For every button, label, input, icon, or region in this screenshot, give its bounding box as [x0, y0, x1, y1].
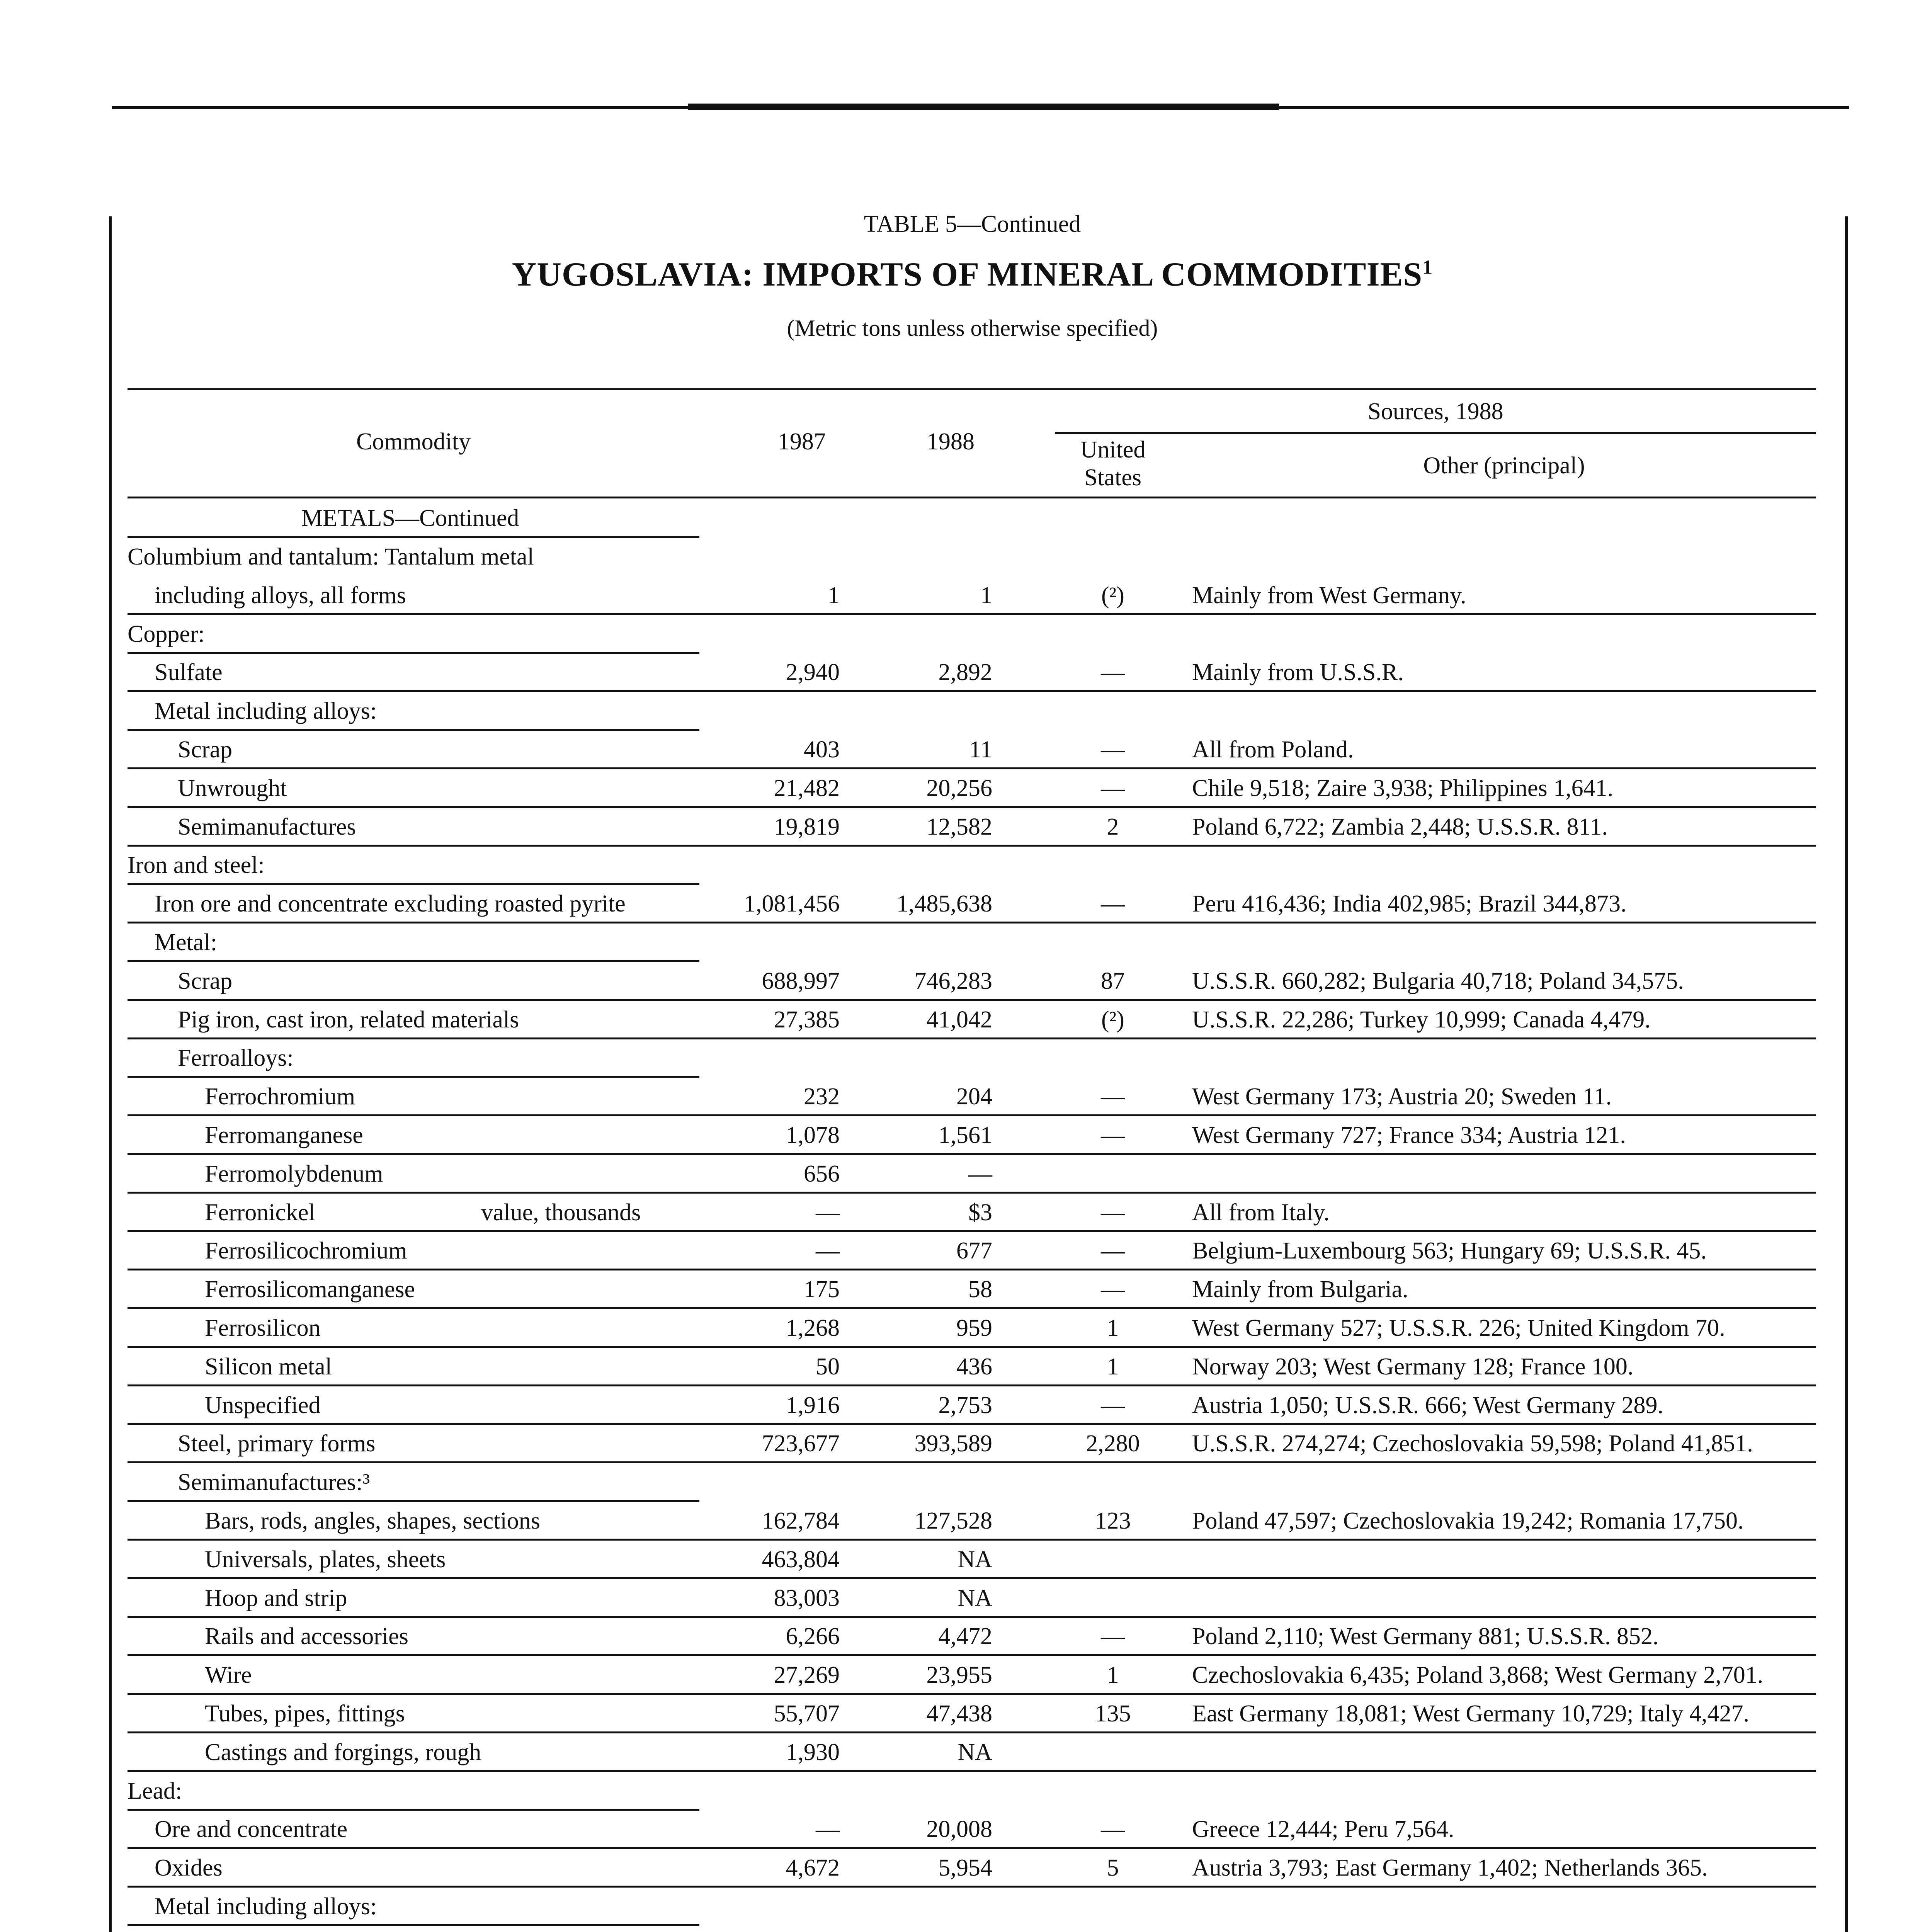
table-row [0, 1656, 1932, 1695]
commodity-cell: Tubes, pipes, fittings [205, 1701, 405, 1727]
value-1987-cell: 1 [828, 582, 840, 609]
value-1988-cell: 47,438 [926, 1701, 992, 1727]
commodity-cell: Lead: [128, 1777, 182, 1804]
table-row [0, 1309, 1932, 1348]
other-sources-cell: West Germany 727; France 334; Austria 121. [1192, 1122, 1626, 1148]
other-sources-cell: West Germany 527; U.S.S.R. 226; United Kingdom 70. [1192, 1315, 1725, 1341]
table-row [0, 1270, 1932, 1309]
value-1987-cell: 55,707 [774, 1701, 840, 1727]
value-1987-cell: 27,385 [774, 1006, 840, 1033]
value-1988-cell: 5,954 [938, 1855, 992, 1881]
table-row [0, 1502, 1932, 1541]
value-1987-cell: 232 [804, 1083, 840, 1110]
value-1987-cell: 403 [804, 736, 840, 763]
table-row [0, 1695, 1932, 1733]
other-sources-cell: Mainly from U.S.S.R. [1192, 659, 1404, 686]
value-1987-cell: — [816, 1199, 840, 1226]
united-states-cell: — [1101, 659, 1125, 686]
commodity-cell: Pig iron, cast iron, related materials [178, 1006, 519, 1033]
other-sources-cell: Czechoslovakia 6,435; Poland 3,868; West Germany 2,701. [1192, 1662, 1764, 1689]
value-1987-cell: 21,482 [774, 775, 840, 801]
value-1987-cell: 83,003 [774, 1585, 840, 1611]
united-states-cell: 87 [1101, 968, 1125, 994]
other-sources-cell: Mainly from West Germany. [1192, 582, 1466, 609]
value-1988-cell: 20,256 [926, 775, 992, 801]
value-1988-cell: NA [957, 1739, 992, 1765]
table-row [0, 1579, 1932, 1618]
table-row [0, 1194, 1932, 1232]
value-1987-cell: 688,997 [762, 968, 840, 994]
table-row [0, 1888, 1932, 1926]
united-states-cell: — [1101, 1238, 1125, 1264]
header-states-line: States [1084, 464, 1142, 491]
value-1987-cell: 1,081,456 [744, 891, 840, 917]
table-number: TABLE 5—Continued [864, 211, 1081, 237]
value-1987-cell: 463,804 [762, 1546, 840, 1573]
value-1987-cell: 1,268 [786, 1315, 840, 1341]
table-row [0, 577, 1932, 615]
value-1987-cell: 1,916 [786, 1392, 840, 1418]
other-sources-cell: East Germany 18,081; West Germany 10,729; Italy 4,427. [1192, 1701, 1749, 1727]
commodity-cell: Semimanufactures [178, 813, 356, 840]
value-1987-cell: 656 [804, 1160, 840, 1187]
commodity-cell: Ferrosilicon [205, 1315, 321, 1341]
other-sources-cell: Norway 203; West Germany 128; France 100. [1192, 1353, 1634, 1380]
table-row [0, 653, 1932, 692]
table-row [0, 1001, 1932, 1039]
value-1988-cell: NA [957, 1585, 992, 1611]
header-sources-1988: Sources, 1988 [1367, 398, 1503, 425]
value-1987-cell: 175 [804, 1276, 840, 1303]
commodity-cell: Universals, plates, sheets [205, 1546, 446, 1573]
table-row [0, 769, 1932, 808]
united-states-cell: 1 [1107, 1315, 1119, 1341]
value-1988-cell: 41,042 [926, 1006, 992, 1033]
value-1988-cell: 12,582 [926, 813, 992, 840]
value-1987-cell: 4,672 [786, 1855, 840, 1881]
commodity-cell: Metal: [155, 929, 217, 956]
united-states-cell: 5 [1107, 1855, 1119, 1881]
commodity-cell: Scrap [178, 968, 233, 994]
value-1988-cell: 23,955 [926, 1662, 992, 1689]
value-1988-cell: 959 [956, 1315, 992, 1341]
commodity-cell: Iron ore and concentrate excluding roasted pyrite [155, 891, 626, 917]
commodity-cell: Ferromanganese [205, 1122, 363, 1148]
commodity-cell: Bars, rods, angles, shapes, sections [205, 1508, 540, 1534]
table-units-note: (Metric tons unless otherwise specified) [787, 315, 1158, 341]
value-1988-cell: NA [957, 1546, 992, 1573]
commodity-cell: Iron and steel: [128, 852, 265, 879]
header-1987: 1987 [778, 429, 826, 455]
united-states-cell: (²) [1101, 1006, 1124, 1033]
value-1988-cell: 127,528 [914, 1508, 992, 1534]
united-states-cell: — [1101, 1623, 1125, 1650]
commodity-cell: Semimanufactures:³ [178, 1469, 370, 1496]
section-heading: METALS—Continued [301, 505, 519, 531]
table-row [0, 1232, 1932, 1270]
commodity-cell: Ferronickel [205, 1199, 315, 1226]
title-footnote-marker: 1 [1422, 256, 1433, 279]
other-sources-cell: Austria 1,050; U.S.S.R. 666; West Germany 289. [1192, 1392, 1664, 1418]
other-sources-cell: Mainly from Bulgaria. [1192, 1276, 1408, 1303]
value-1987-cell: 6,266 [786, 1623, 840, 1650]
table-row [0, 923, 1932, 962]
commodity-cell: Sulfate [155, 659, 223, 686]
value-1988-cell: 393,589 [914, 1430, 992, 1457]
united-states-cell: — [1101, 1816, 1125, 1843]
value-1988-cell: 436 [956, 1353, 992, 1380]
header-commodity: Commodity [356, 429, 471, 455]
header-united-line: United [1080, 437, 1146, 463]
united-states-cell: 2 [1107, 813, 1119, 840]
commodity-cell: Copper: [128, 621, 205, 647]
united-states-cell: (²) [1101, 582, 1124, 609]
other-sources-cell: U.S.S.R. 660,282; Bulgaria 40,718; Poland 34,575. [1192, 968, 1684, 994]
header-other-principal: Other (principal) [1423, 452, 1585, 479]
table-row [0, 1810, 1932, 1849]
table-row [0, 1116, 1932, 1155]
value-1988-cell: 1 [980, 582, 992, 609]
value-1987-cell: 1,930 [786, 1739, 840, 1765]
table-row [0, 885, 1932, 923]
table-row [0, 808, 1932, 847]
table-row [0, 1463, 1932, 1502]
table-row [0, 1541, 1932, 1579]
value-1988-cell: $3 [968, 1199, 992, 1226]
other-sources-cell: Chile 9,518; Zaire 3,938; Philippines 1,641. [1192, 775, 1614, 801]
other-sources-cell: Belgium-Luxembourg 563; Hungary 69; U.S.S.R. 45. [1192, 1238, 1707, 1264]
unit-cell: value, thousands [481, 1199, 641, 1226]
value-1987-cell: 27,269 [774, 1662, 840, 1689]
commodity-cell: Hoop and strip [205, 1585, 347, 1611]
other-sources-cell: U.S.S.R. 274,274; Czechoslovakia 59,598; Poland 41,851. [1192, 1430, 1753, 1457]
value-1987-cell: — [816, 1238, 840, 1264]
commodity-cell: Rails and accessories [205, 1623, 408, 1650]
united-states-cell: — [1101, 1083, 1125, 1110]
other-sources-cell: All from Italy. [1192, 1199, 1330, 1226]
united-states-cell: — [1101, 775, 1125, 801]
table-row [0, 1348, 1932, 1386]
table-row [0, 538, 1932, 577]
table-row [0, 1926, 1932, 1932]
commodity-cell: Silicon metal [205, 1353, 332, 1380]
other-sources-cell: Greece 12,444; Peru 7,564. [1192, 1816, 1454, 1843]
table-row [0, 1733, 1932, 1772]
table-row [0, 1849, 1932, 1888]
other-sources-cell: All from Poland. [1192, 736, 1354, 763]
united-states-cell: — [1101, 736, 1125, 763]
commodity-cell: Ferromolybdenum [205, 1160, 383, 1187]
commodity-cell: Columbium and tantalum: Tantalum metal [128, 544, 534, 570]
value-1988-cell: 1,561 [938, 1122, 992, 1148]
other-sources-cell: Poland 2,110; West Germany 881; U.S.S.R. 852. [1192, 1623, 1659, 1650]
other-sources-cell: Poland 47,597; Czechoslovakia 19,242; Romania 17,750. [1192, 1508, 1744, 1534]
commodity-cell: Ferroalloys: [178, 1045, 294, 1071]
other-sources-cell: Poland 6,722; Zambia 2,448; U.S.S.R. 811. [1192, 813, 1608, 840]
commodity-cell: Wire [205, 1662, 252, 1689]
value-1987-cell: 50 [816, 1353, 840, 1380]
united-states-cell: 1 [1107, 1353, 1119, 1380]
commodity-cell: including alloys, all forms [155, 582, 406, 609]
value-1988-cell: 204 [956, 1083, 992, 1110]
united-states-cell: — [1101, 1392, 1125, 1418]
commodity-cell: Metal including alloys: [155, 1893, 377, 1920]
commodity-cell: Ferrosilicomanganese [205, 1276, 415, 1303]
commodity-cell: Metal including alloys: [155, 698, 377, 724]
commodity-cell: Oxides [155, 1855, 223, 1881]
value-1988-cell: 58 [968, 1276, 992, 1303]
value-1988-cell: 20,008 [926, 1816, 992, 1843]
header-1988: 1988 [927, 429, 975, 455]
commodity-cell: Castings and forgings, rough [205, 1739, 481, 1765]
table-title-text: YUGOSLAVIA: IMPORTS OF MINERAL COMMODITIES [512, 256, 1423, 293]
table-row [0, 846, 1932, 885]
value-1988-cell: 4,472 [938, 1623, 992, 1650]
other-sources-cell: Austria 3,793; East Germany 1,402; Netherlands 365. [1192, 1855, 1708, 1881]
table-row [0, 1039, 1932, 1078]
value-1988-cell: — [968, 1160, 992, 1187]
table-row [0, 1155, 1932, 1194]
table-row [0, 1772, 1932, 1811]
united-states-cell: — [1101, 1199, 1125, 1226]
commodity-cell: Steel, primary forms [178, 1430, 376, 1457]
value-1987-cell: 723,677 [762, 1430, 840, 1457]
table-row [0, 1078, 1932, 1116]
commodity-cell: Unwrought [178, 775, 287, 801]
table-row [0, 615, 1932, 654]
united-states-cell: 135 [1095, 1701, 1131, 1727]
commodity-cell: Scrap [178, 736, 233, 763]
value-1987-cell: 1,078 [786, 1122, 840, 1148]
value-1988-cell: 1,485,638 [896, 891, 992, 917]
value-1987-cell: — [816, 1816, 840, 1843]
value-1988-cell: 677 [956, 1238, 992, 1264]
table-row [0, 962, 1932, 1001]
table-row [0, 692, 1932, 731]
value-1988-cell: 2,753 [938, 1392, 992, 1418]
united-states-cell: — [1101, 891, 1125, 917]
value-1987-cell: 162,784 [762, 1508, 840, 1534]
other-sources-cell: Peru 416,436; India 402,985; Brazil 344,873. [1192, 891, 1627, 917]
value-1987-cell: 19,819 [774, 813, 840, 840]
table-row [0, 1617, 1932, 1656]
value-1988-cell: 2,892 [938, 659, 992, 686]
table-row [0, 1386, 1932, 1425]
value-1988-cell: 11 [969, 736, 992, 763]
commodity-cell: Ore and concentrate [155, 1816, 348, 1843]
united-states-cell: — [1101, 1276, 1125, 1303]
united-states-cell: 2,280 [1086, 1430, 1140, 1457]
united-states-cell: 1 [1107, 1662, 1119, 1689]
united-states-cell: — [1101, 1122, 1125, 1148]
table-row [0, 1425, 1932, 1463]
united-states-cell: 123 [1095, 1508, 1131, 1534]
table-row [0, 731, 1932, 769]
value-1987-cell: 2,940 [786, 659, 840, 686]
commodity-cell: Ferrosilicochromium [205, 1238, 407, 1264]
commodity-cell: Ferrochromium [205, 1083, 355, 1110]
other-sources-cell: U.S.S.R. 22,286; Turkey 10,999; Canada 4,479. [1192, 1006, 1651, 1033]
commodity-cell: Unspecified [205, 1392, 321, 1418]
value-1988-cell: 746,283 [914, 968, 992, 994]
other-sources-cell: West Germany 173; Austria 20; Sweden 11. [1192, 1083, 1612, 1110]
